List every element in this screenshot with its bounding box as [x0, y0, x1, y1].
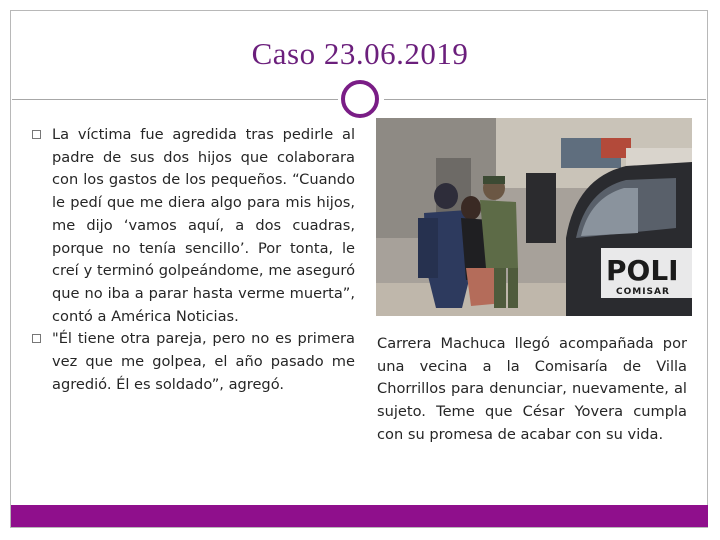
- bullet-list: [30, 124, 355, 396]
- bullet-text: La víctima fue agredida tras pedirle al padre de sus dos hijos que colaborara con los gastos de los pequeños. “Cuando le pedí que me diera algo para mis hijos, me dijo ‘vamos aquí, a dos cuadras, porque no tenía sencillo’. Por tonta, le creí y terminó golpeándome, me aseguró que no iba a parar hasta verme muerta”, contó a América Noticias.: [52, 126, 355, 325]
- title-divider-right: [384, 99, 706, 100]
- bullet-box-icon: [32, 130, 41, 139]
- bullet-box-icon: [32, 334, 41, 343]
- divider-ring-ornament: [341, 80, 379, 118]
- bullet-item: [30, 124, 355, 328]
- bullet-item: [30, 328, 355, 396]
- footer-bar: [11, 505, 708, 527]
- bullet-text: "Él tiene otra pareja, pero no es primera vez que me golpea, el año pasado me agredió. Él es soldado”, agregó.: [52, 330, 355, 393]
- news-photo: [376, 118, 692, 316]
- slide-title: Caso 23.06.2019: [251, 36, 469, 71]
- title-divider-left: [12, 99, 338, 100]
- car-label-main: POLI: [606, 254, 679, 287]
- news-photo-illustration: [376, 118, 692, 316]
- car-label-sub: COMISAR: [616, 287, 670, 297]
- photo-caption: Carrera Machuca llegó acompañada por una vecina a la Comisaría de Villa Chorrillos para denunciar, nuevamente, al sujeto. Teme que César Yovera cumpla con su promesa de acabar con su vida.: [377, 335, 687, 443]
